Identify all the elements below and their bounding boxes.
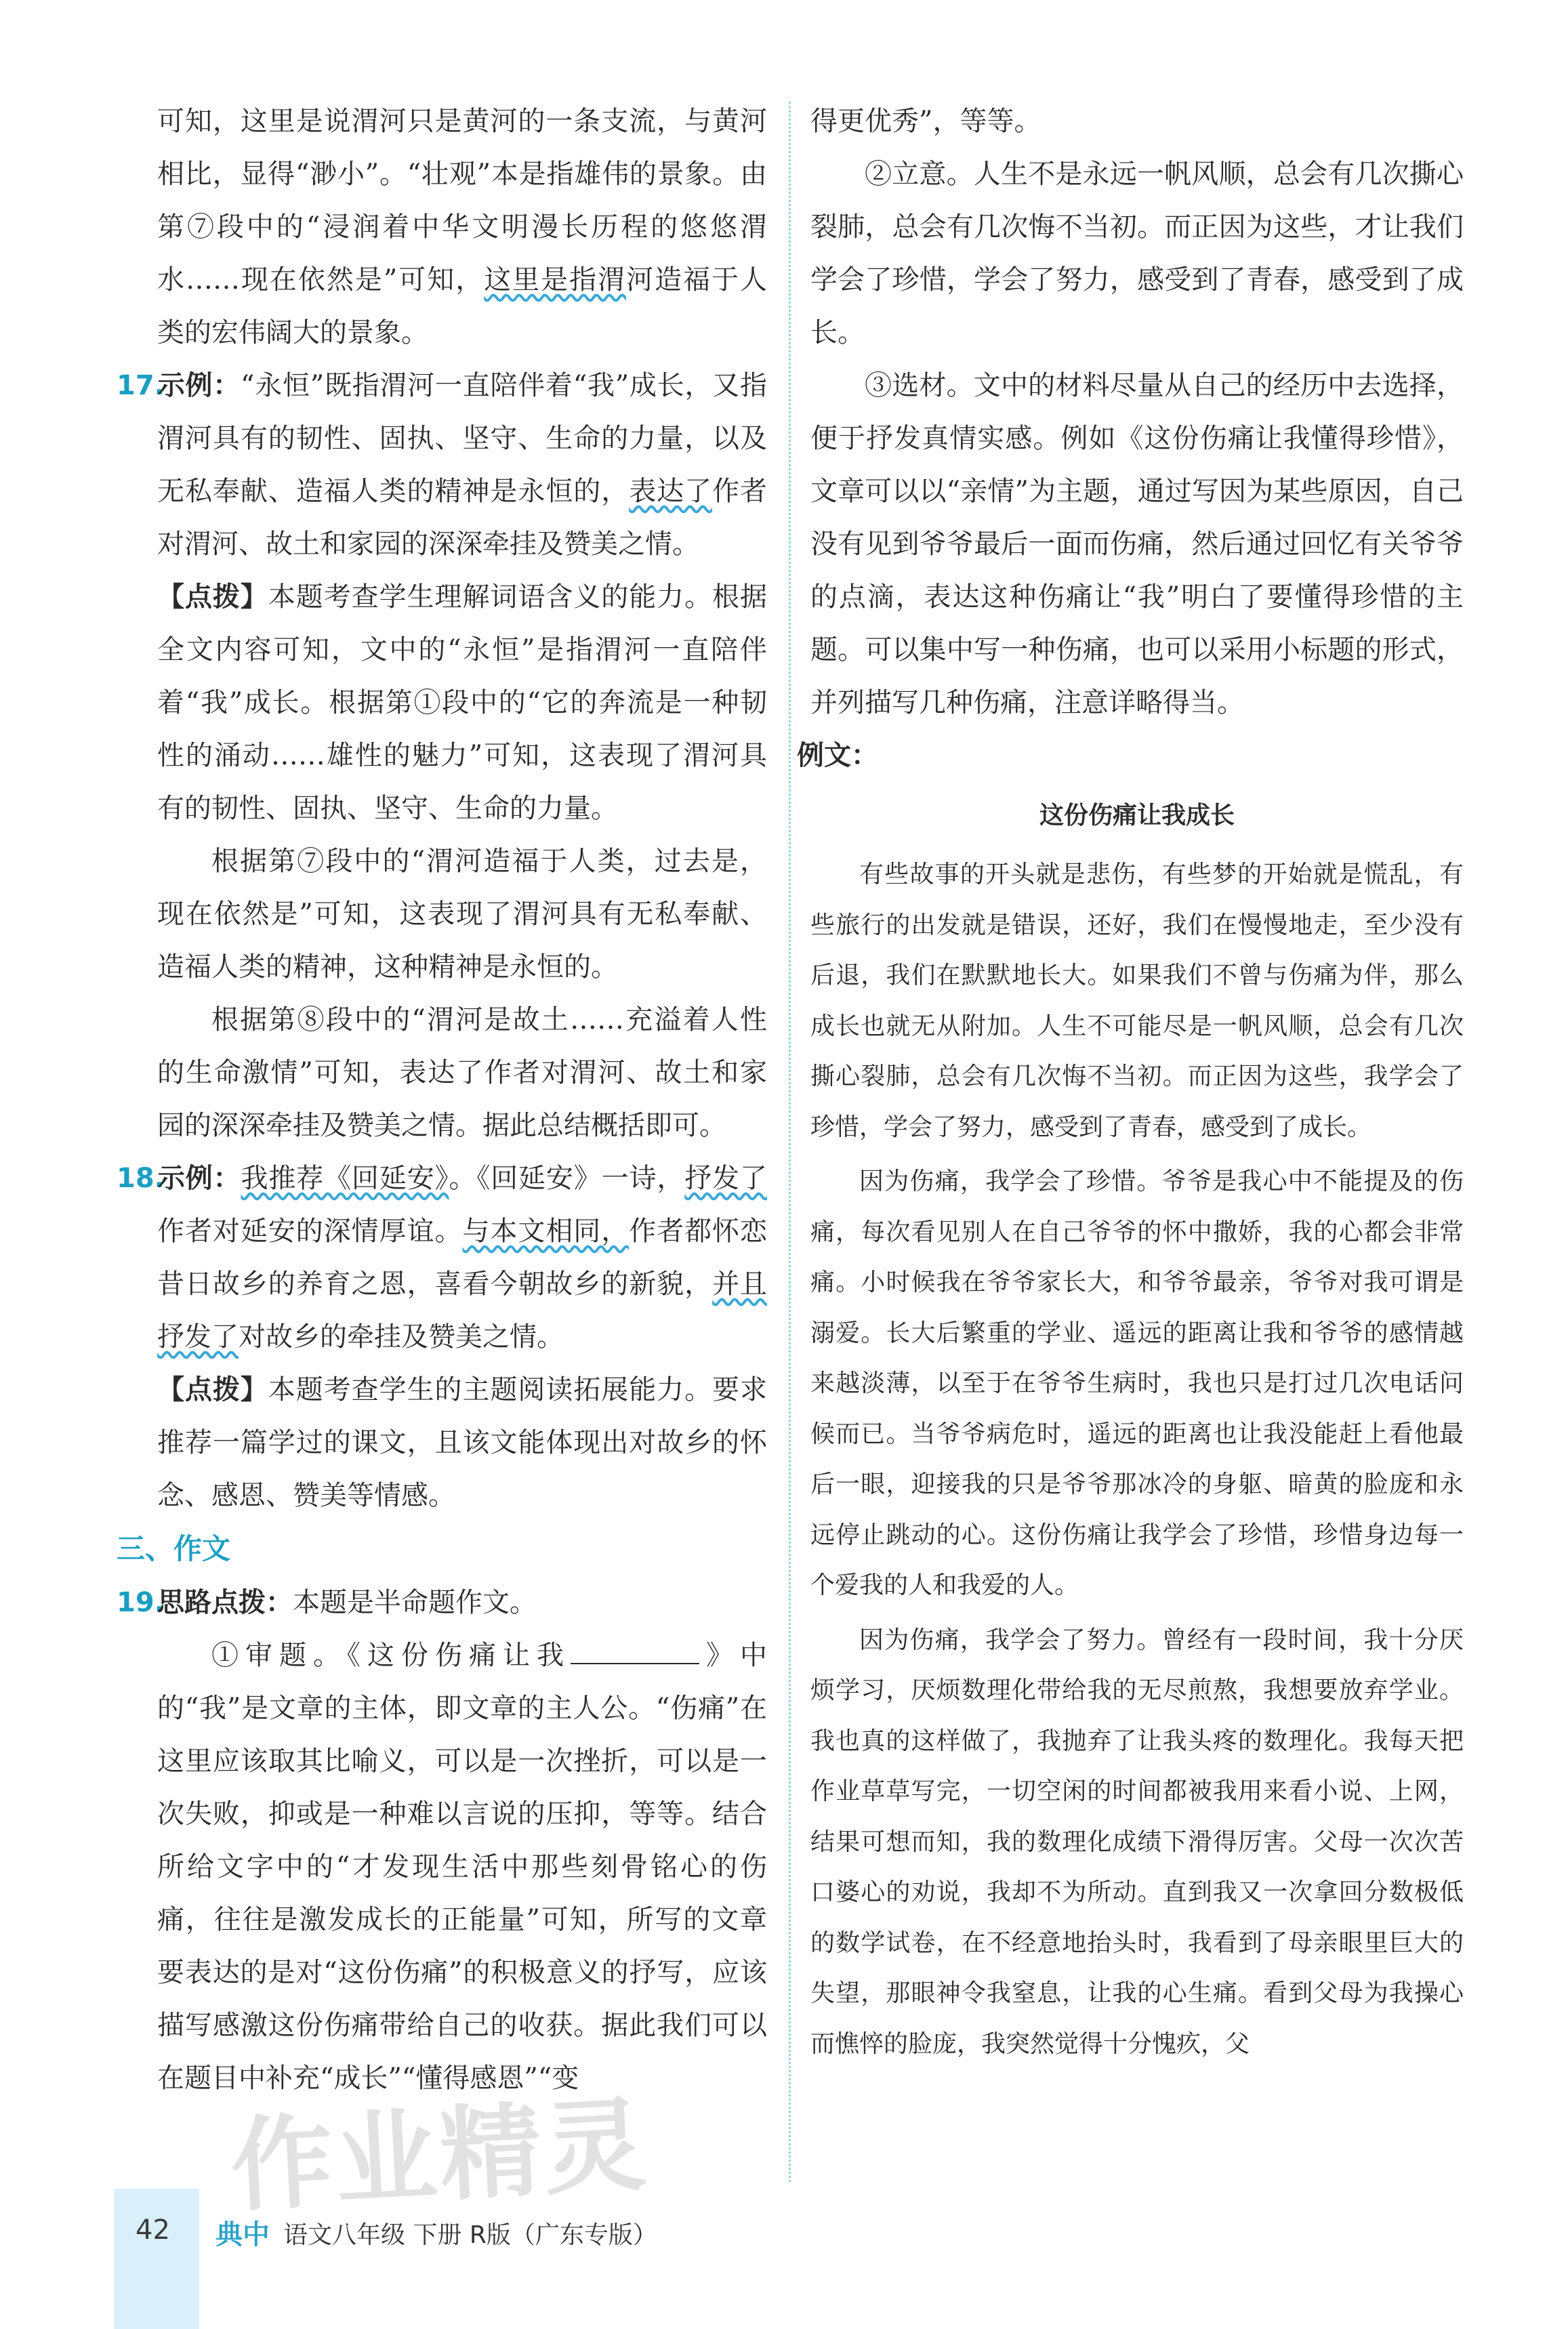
q17-tip-text: 本题考查学生理解词语含义的能力。根据全文内容可知，文中的“永恒”是指渭河一直陪伴着“我”成长。根据第①段中的“它的奔流是一种韧性的涌动……雄性的魅力”可知，这表现了渭河具有的韧性、固执、坚守、生命的力量。: [157, 581, 768, 824]
q19-analysis: [157, 1629, 767, 2105]
sample-essay-title: 这份伤痛让我成长: [1039, 802, 1235, 829]
q18-wavy-4: 并且抒发了: [157, 1269, 768, 1353]
q18-text-4: 对故乡的牵挂及赞美之情。: [239, 1321, 564, 1353]
q19-intro-text: 本题是半命题作文。: [293, 1587, 537, 1618]
section-heading-composition: 三、作文: [117, 1532, 231, 1565]
q18-text-3: 作者都怀恋昔日故乡的养育之恩，喜看今朝故乡的新貌，: [157, 1216, 768, 1300]
q17-tip-tag: 【点拨】: [157, 581, 268, 613]
watermark: 作业精灵: [228, 2086, 651, 2226]
q17-text: “永恒”既指渭河一直陪伴着“我”成长，又指渭河具有的韧性、固执、坚守、生命的力量，以及无私奉献、造福人类的精神是永恒的，: [157, 370, 768, 507]
q17-wavy-text: 表达了: [629, 476, 713, 507]
book-logo: 典中: [215, 2219, 270, 2250]
q17-end-text: 作者对渭河、故土和家园的深深牵挂及赞美之情。: [157, 476, 768, 560]
q17-tip-paragraph-3: 根据第⑧段中的“渭河是故土……充溢着人性的生命激情”可知，表达了作者对渭河、故土和家园的深深牵挂及赞美之情。据此总结概括即可。: [157, 1004, 767, 1141]
q19-theme: ②立意。人生不是永远一帆风顺，总会有几次撕心裂肺，总会有几次悔不当初。而正因为这些，才让我们学会了珍惜，学会了努力，感受到了青春，感受到了成长。: [810, 159, 1464, 348]
q18-tip-text: 本题考查学生的主题阅读拓展能力。要求推荐一篇学过的课文，且该文能体现出对故乡的怀念、感恩、赞美等情感。: [157, 1374, 768, 1511]
q19-analysis-post: 》中的“我”是文章的主体，即文章的主人公。“伤痛”在这里应该取其比喻义，可以是一次挫折，可以是一次失败，抑或是一种难以言说的压抑，等等。结合所给文字中的“才发现生活中那些刻骨铭心的伤痛，往往是激发成长的正能量”可知，所写的文章要表达的是对“这份伤痛”的积极意义的抒写，应该描写感激这份伤痛带给自己的收获。据此我们可以在题目中补充“成长”“懂得感恩”“变: [157, 1640, 767, 2094]
title-blank: [571, 1638, 699, 1664]
q17-answer: [117, 359, 768, 571]
q17-label: 示例：: [157, 370, 241, 401]
q18-wavy-3: 与本文相同，: [462, 1216, 630, 1247]
q16-text: 可知，这里是说渭河只是黄河的一条支流，与黄河相比，显得“渺小”。“壮观”本是指雄伟的景象。由第⑦段中的“浸润着中华文明漫长历程的悠悠渭水……现在依然是”可知，: [157, 106, 767, 295]
right-column: [797, 95, 1464, 2074]
q19-number: 19.: [117, 1587, 165, 1618]
book-title: 语文八年级 下册 R版（广东专版）: [283, 2221, 657, 2249]
sample-essay: [810, 850, 1464, 2069]
q18-label: 示例：: [157, 1163, 241, 1194]
q18-answer: [117, 1152, 768, 1363]
q19-analysis-pre: ①审题。《这份伤痛让我: [211, 1640, 571, 1671]
q19-continuation: 得更优秀”，等等。: [810, 106, 1041, 137]
q16-continuation: [157, 95, 767, 359]
sample-essay-label: 例文：: [797, 740, 878, 771]
q18-tip: [157, 1363, 767, 1522]
q18-text-2: 作者对延安的深情厚谊。: [157, 1216, 463, 1247]
q19-intro: [117, 1576, 767, 1629]
left-column: [117, 95, 768, 2105]
essay-paragraph-2: 因为伤痛，我学会了珍惜。爷爷是我心中不能提及的伤痛，每次看见别人在自己爷爷的怀中撒娇，我的心都会非常痛。小时候我在爷爷家长大，和爷爷最亲，爷爷对我可谓是溺爱。长大后繁重的学业、遥远的距离让我和爷爷的感情越来越淡薄，以至于在爷爷生病时，我也只是打过几次电话问候而已。当爷爷病危时，遥远的距离也让我没能赶上看他最后一眼，迎接我的只是爷爷那冰冷的身躯、暗黄的脸庞和永远停止跳动的心。这份伤痛让我学会了珍惜，珍惜身边每一个爱我的人和我爱的人。: [810, 1168, 1464, 1599]
q18-wavy-1: 我推荐《回延安》: [241, 1163, 449, 1194]
q17-tip-paragraph-2: 根据第⑦段中的“渭河造福于人类，过去是，现在依然是”可知，这表现了渭河具有无私奉献、造福人类的精神，这种精神是永恒的。: [157, 846, 767, 983]
q18-text-1: 。《回延安》一诗，: [449, 1163, 685, 1194]
q19-material: ③选材。文中的材料尽量从自己的经历中去选择，便于抒发真情实感。例如《这份伤痛让我懂得珍惜》，文章可以以“亲情”为主题，通过写因为某些原因，自己没有见到爷爷最后一面而伤痛，然后通过回忆有关爷爷的点滴，表达这种伤痛让“我”明白了要懂得珍惜的主题。可以集中写一种伤痛，也可以采用小标题的形式，并列描写几种伤痛，注意详略得当。: [810, 370, 1464, 718]
essay-paragraph-3: 因为伤痛，我学会了努力。曾经有一段时间，我十分厌烦学习，厌烦数理化带给我的无尽煎熬，我想要放弃学业。我也真的这样做了，我抛弃了让我头疼的数理化。我每天把作业草草写完，一切空闲的时间都被我用来看小说、上网，结果可想而知，我的数理化成绩下滑得厉害。父母一次次苦口婆心的劝说，我却不为所动。直到我又一次拿回分数极低的数学试卷，在不经意地抬头时，我看到了母亲眼里巨大的失望，那眼神令我窒息，让我的心生痛。看到父母为我操心而憔悴的脸庞，我突然觉得十分愧疚，父: [810, 1626, 1464, 2058]
q19-label: 思路点拨：: [157, 1587, 293, 1618]
essay-paragraph-1: 有些故事的开头就是悲伤，有些梦的开始就是慌乱，有些旅行的出发就是错误，还好，我们在慢慢地走，至少没有后退，我们在默默地长大。如果我们不曾与伤痛为伴，那么成长也就无从附加。人生不可能尽是一帆风顺，总会有几次撕心裂肺，总会有几次悔不当初。而正因为这些，我学会了珍惜，学会了努力，感受到了青春，感受到了成长。: [810, 861, 1464, 1141]
q17-number: 17.: [117, 370, 165, 401]
q18-wavy-2: 抒发了: [684, 1163, 768, 1194]
q18-tip-tag: 【点拨】: [157, 1374, 268, 1405]
q16-end-text: 河造福于人类的宏伟阔大的景象。: [157, 264, 768, 348]
footer-side-bar: [114, 2189, 199, 2329]
q16-wavy-text: 这里是指渭: [484, 264, 627, 295]
q17-tip: [157, 571, 767, 835]
column-divider: [789, 102, 791, 2182]
page-number: 42: [136, 2214, 170, 2246]
q18-number: 18.: [117, 1163, 165, 1194]
